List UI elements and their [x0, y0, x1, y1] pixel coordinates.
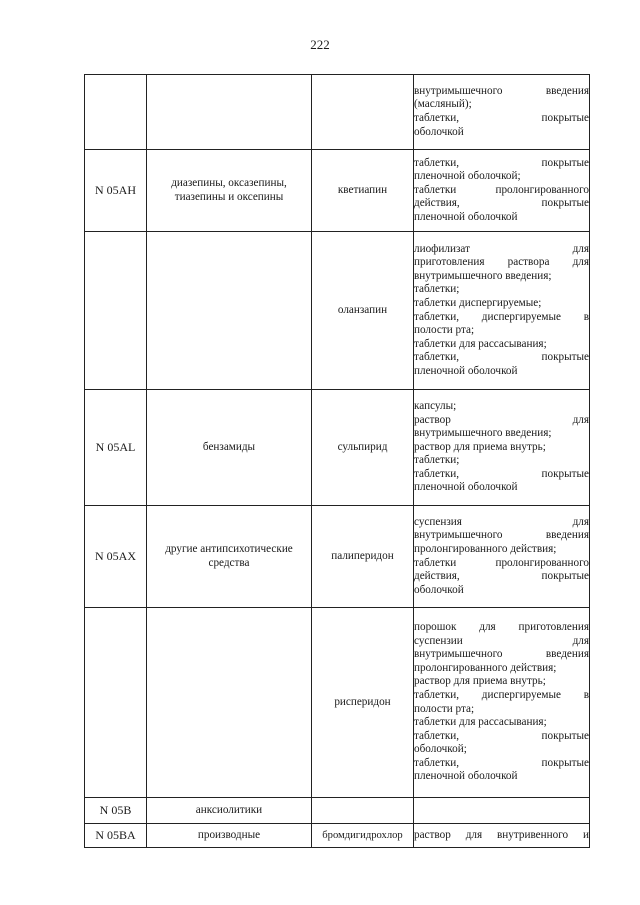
dosage-form-line: таблетки, диспергируемые в	[414, 688, 589, 701]
dosage-form-line: лиофилизат для	[414, 242, 589, 255]
atc-code-cell: N 05AX	[85, 506, 147, 608]
dosage-forms-cell	[414, 608, 590, 798]
group-name-cell: другие антипсихотические средства	[147, 506, 312, 608]
dosage-form-line: раствор для приема внутрь;	[414, 675, 546, 688]
dosage-form-line: таблетки для рассасывания;	[414, 716, 547, 729]
atc-code-cell	[85, 232, 147, 390]
dosage-form-line: пленочной оболочкой	[414, 770, 518, 783]
table-row	[85, 798, 590, 824]
group-name-cell: производные	[147, 824, 312, 848]
table-row	[85, 232, 590, 390]
dosage-form-line: порошок для приготовления	[414, 620, 589, 633]
dosage-form-line: пленочной оболочкой;	[414, 170, 521, 183]
dosage-form-line: внутримышечного введения;	[414, 269, 552, 282]
drug-name-cell: рисперидон	[312, 608, 414, 798]
group-name-cell	[147, 75, 312, 150]
dosage-form-line: действия, покрытые	[414, 570, 589, 583]
drug-name-cell	[312, 75, 414, 150]
dosage-form-line: пленочной оболочкой	[414, 364, 518, 377]
dosage-form-line: полости рта;	[414, 702, 475, 715]
group-name-cell: анксиолитики	[147, 798, 312, 824]
atc-code-cell: N 05AH	[85, 150, 147, 232]
dosage-form-line: таблетки, покрытые	[414, 112, 589, 124]
drug-name-cell: палиперидон	[312, 506, 414, 608]
dosage-form-line: полости рта;	[414, 324, 475, 337]
atc-code-cell	[85, 75, 147, 150]
page-number: 222	[310, 37, 330, 52]
table-row	[85, 390, 590, 506]
dosage-form-line: пролонгированного действия;	[414, 542, 557, 555]
group-name-cell: диазепины, оксазепины, тиазепины и оксепины	[147, 150, 312, 232]
dosage-form-line: суспензии для	[414, 634, 589, 647]
dosage-form-line: таблетки для рассасывания;	[414, 337, 547, 350]
medication-table	[84, 74, 590, 848]
dosage-form-line: таблетки пролонгированного	[414, 183, 589, 196]
dosage-form-line: таблетки, покрытые	[414, 351, 589, 364]
drug-name-cell: оланзапин	[312, 232, 414, 390]
dosage-form-line: внутримышечного введения	[414, 529, 589, 542]
dosage-form-line: раствор для внутривенного и	[414, 828, 589, 841]
dosage-forms-cell	[414, 798, 590, 824]
dosage-form-line: внутримышечного введения;	[414, 427, 552, 440]
dosage-form-line: таблетки, покрытые	[414, 156, 589, 169]
dosage-forms-cell	[414, 150, 590, 232]
drug-name-cell: бромдигидрохлор	[312, 824, 414, 848]
group-name-cell	[147, 232, 312, 390]
table-row	[85, 506, 590, 608]
dosage-forms-cell	[414, 232, 590, 390]
drug-name-cell: кветиапин	[312, 150, 414, 232]
dosage-form-line: таблетки;	[414, 454, 460, 467]
dosage-form-line: таблетки пролонгированного	[414, 556, 589, 569]
drug-name-cell	[312, 798, 414, 824]
dosage-form-line: суспензия для	[414, 515, 589, 528]
dosage-form-line: таблетки, покрытые	[414, 756, 589, 769]
dosage-form-line: оболочкой;	[414, 743, 467, 756]
atc-code-cell: N 05B	[85, 798, 147, 824]
atc-code-cell: N 05AL	[85, 390, 147, 506]
dosage-forms-cell	[414, 390, 590, 506]
dosage-form-line: пленочной оболочкой	[414, 481, 518, 494]
dosage-form-line: капсулы;	[414, 399, 457, 412]
dosage-form-line: таблетки;	[414, 283, 460, 296]
atc-code-cell	[85, 608, 147, 798]
dosage-form-line: (масляный);	[414, 98, 472, 111]
dosage-form-line: таблетки, диспергируемые в	[414, 310, 589, 323]
group-name-cell	[147, 608, 312, 798]
group-name-cell: бензамиды	[147, 390, 312, 506]
dosage-form-line: действия, покрытые	[414, 197, 589, 210]
dosage-form-line: внутримышечного введения	[414, 648, 589, 661]
dosage-form-line: таблетки, покрытые	[414, 729, 589, 742]
dosage-form-line: таблетки, покрытые	[414, 467, 589, 480]
atc-code-cell: N 05BA	[85, 824, 147, 848]
table-row	[85, 608, 590, 798]
drug-name-cell: сульпирид	[312, 390, 414, 506]
table-row	[85, 150, 590, 232]
dosage-form-line: пленочной оболочкой	[414, 210, 518, 223]
dosage-form-line: приготовления раствора для	[414, 256, 589, 269]
dosage-forms-cell	[414, 75, 590, 150]
dosage-form-line: таблетки диспергируемые;	[414, 296, 542, 309]
dosage-form-line: раствор для приема внутрь;	[414, 440, 546, 453]
dosage-form-line: оболочкой	[414, 125, 464, 138]
dosage-forms-cell	[414, 824, 590, 848]
dosage-forms-cell	[414, 506, 590, 608]
dosage-form-line: внутримышечного введения	[414, 84, 589, 97]
table-row	[85, 824, 590, 848]
table-row	[85, 75, 590, 150]
dosage-form-line: пролонгированного действия;	[414, 661, 557, 674]
dosage-form-line: оболочкой	[414, 583, 464, 596]
dosage-form-line: раствор для	[414, 413, 589, 426]
